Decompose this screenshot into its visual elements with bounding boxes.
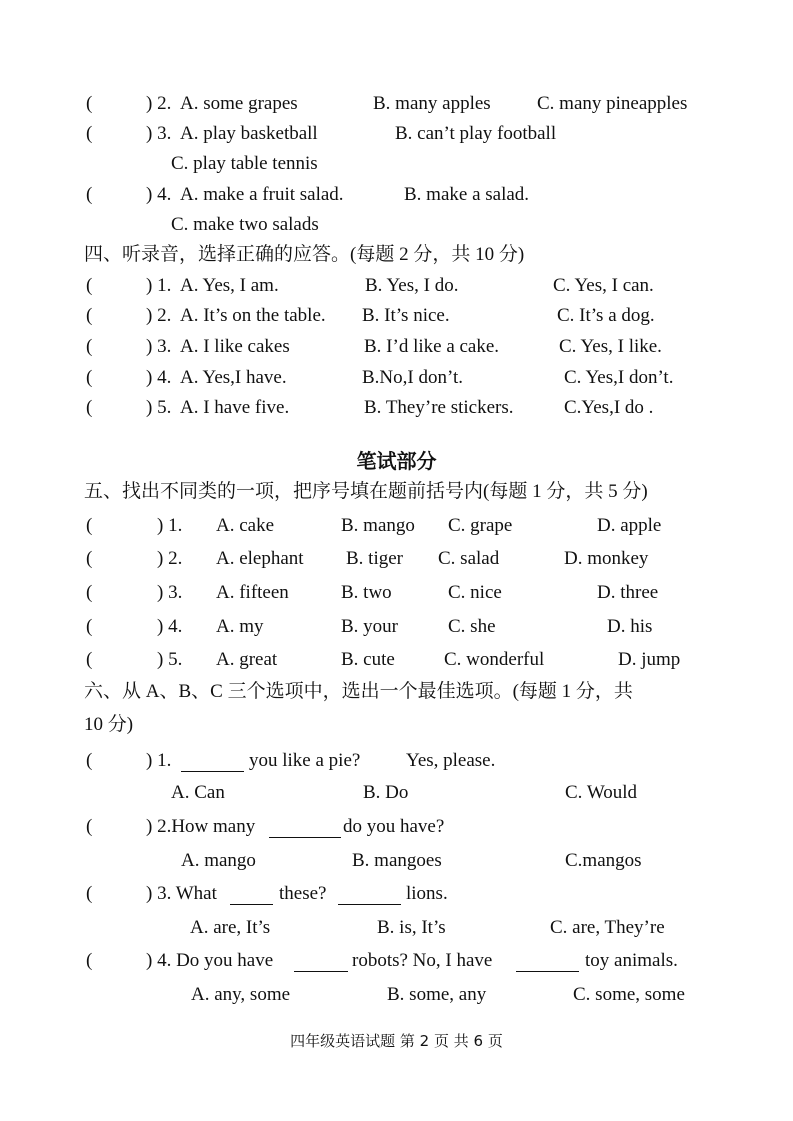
question-row bbox=[0, 89, 793, 119]
question-number: ) 3. What bbox=[146, 883, 217, 904]
question-number: ) 1. bbox=[146, 750, 172, 771]
question-row bbox=[0, 879, 793, 909]
question-row-continued bbox=[0, 149, 793, 179]
option-a: A. Yes,I have. bbox=[180, 367, 287, 388]
option-a: A. great bbox=[216, 649, 278, 670]
written-section-title: 笔试部分 bbox=[356, 449, 437, 473]
answer-paren: ( bbox=[86, 883, 93, 904]
question-row bbox=[0, 301, 793, 331]
option-a: A. some grapes bbox=[180, 93, 298, 114]
option-c: C. many pineapples bbox=[537, 93, 688, 114]
answer-paren: ( bbox=[86, 305, 93, 326]
option-c: C. Yes, I like. bbox=[559, 336, 662, 357]
option-a: A. my bbox=[216, 616, 264, 637]
question-row bbox=[0, 511, 793, 541]
question-number: ) 4. bbox=[146, 367, 172, 388]
answer-paren: ( bbox=[86, 649, 93, 670]
answer-blank bbox=[294, 950, 348, 980]
question-row bbox=[0, 946, 793, 976]
section-heading: 五、找出不同类的一项，把序号填在题前括号内(每题 1 分，共 5 分) bbox=[84, 481, 648, 502]
question-row bbox=[0, 544, 793, 574]
option-b: B. Yes, I do. bbox=[365, 275, 459, 296]
answer-paren: ( bbox=[86, 93, 93, 114]
question-number: ) 4. bbox=[157, 616, 183, 637]
option-d: D. his bbox=[607, 616, 653, 637]
option-c: C. nice bbox=[448, 582, 502, 603]
option-b: B. Do bbox=[363, 782, 409, 803]
options-row bbox=[0, 980, 793, 1010]
option-c: C. It’s a dog. bbox=[557, 305, 655, 326]
option-a: A. Can bbox=[171, 782, 225, 803]
question-row bbox=[0, 393, 793, 423]
option-b: B. mango bbox=[341, 515, 415, 536]
option-c: C. Would bbox=[565, 782, 638, 803]
answer-blank bbox=[269, 816, 341, 846]
option-a: A. are, It’s bbox=[190, 917, 271, 938]
question-row bbox=[0, 363, 793, 393]
option-a: A. play basketball bbox=[180, 123, 318, 144]
option-a: A. fifteen bbox=[216, 582, 289, 603]
option-c: C. wonderful bbox=[444, 649, 545, 670]
option-c: C. are, They’re bbox=[550, 917, 665, 938]
option-a: A. cake bbox=[216, 515, 275, 536]
option-c: C.Yes,I do . bbox=[564, 397, 654, 418]
option-b: B. cute bbox=[341, 649, 395, 670]
answer-paren: ( bbox=[86, 275, 93, 296]
question-row bbox=[0, 746, 793, 776]
option-a: A. mango bbox=[181, 850, 256, 871]
answer-blank bbox=[230, 883, 273, 913]
question-number: ) 2. bbox=[157, 548, 183, 569]
answer-paren: ( bbox=[86, 184, 93, 205]
option-a: A. make a fruit salad. bbox=[180, 184, 344, 205]
answer-paren: ( bbox=[86, 397, 93, 418]
answer-blank bbox=[338, 883, 401, 913]
option-b: B. make a salad. bbox=[404, 184, 530, 205]
question-number: ) 3. bbox=[146, 336, 172, 357]
options-row bbox=[0, 846, 793, 876]
answer-paren: ( bbox=[86, 123, 93, 144]
response-text: Yes, please. bbox=[406, 750, 496, 771]
answer-paren: ( bbox=[86, 750, 93, 771]
question-number: ) 4. bbox=[146, 184, 172, 205]
answer-paren: ( bbox=[86, 950, 93, 971]
question-number: ) 2. bbox=[146, 305, 172, 326]
option-a: A. I like cakes bbox=[180, 336, 290, 357]
question-number: ) 5. bbox=[146, 397, 172, 418]
question-number: ) 4. Do you have bbox=[146, 950, 274, 971]
option-b: B.No,I don’t. bbox=[362, 367, 463, 388]
page-footer: 四年级英语试题 第 2 页 共 6 页 bbox=[290, 1032, 503, 1050]
options-row bbox=[0, 913, 793, 943]
option-b: B. some, any bbox=[387, 984, 487, 1005]
answer-paren: ( bbox=[86, 336, 93, 357]
question-row bbox=[0, 578, 793, 608]
option-b: B. It’s nice. bbox=[362, 305, 450, 326]
section-heading: 四、听录音，选择正确的应答。(每题 2 分，共 10 分) bbox=[84, 244, 525, 265]
option-c: C. Yes,I don’t. bbox=[564, 367, 674, 388]
option-c: C. she bbox=[448, 616, 496, 637]
option-c: C. some, some bbox=[573, 984, 685, 1005]
option-c: C. make two salads bbox=[171, 214, 319, 235]
question-text: robots? No, I have bbox=[352, 950, 493, 971]
option-a: A. Yes, I am. bbox=[180, 275, 279, 296]
option-c: C.mangos bbox=[565, 850, 642, 871]
option-b: B. is, It’s bbox=[377, 917, 446, 938]
answer-paren: ( bbox=[86, 582, 93, 603]
question-row bbox=[0, 812, 793, 842]
question-number: ) 1. bbox=[157, 515, 183, 536]
question-text-end: toy animals. bbox=[585, 950, 678, 971]
answer-paren: ( bbox=[86, 367, 93, 388]
option-b: B. two bbox=[341, 582, 392, 603]
question-row bbox=[0, 119, 793, 149]
section-heading: 六、从 A、B、C 三个选项中，选出一个最佳选项。(每题 1 分，共 bbox=[84, 681, 633, 702]
question-row bbox=[0, 271, 793, 301]
option-d: D. jump bbox=[618, 649, 681, 670]
option-a: A. elephant bbox=[216, 548, 304, 569]
answer-paren: ( bbox=[86, 515, 93, 536]
question-row bbox=[0, 180, 793, 210]
option-a: A. any, some bbox=[191, 984, 291, 1005]
option-a: A. I have five. bbox=[180, 397, 290, 418]
answer-paren: ( bbox=[86, 816, 93, 837]
option-b: B. your bbox=[341, 616, 398, 637]
question-number: ) 3. bbox=[146, 123, 172, 144]
option-b: B. I’d like a cake. bbox=[364, 336, 500, 357]
question-row-continued bbox=[0, 210, 793, 240]
answer-blank bbox=[516, 950, 579, 980]
question-row bbox=[0, 612, 793, 642]
option-b: B. many apples bbox=[373, 93, 491, 114]
answer-blank bbox=[181, 750, 244, 780]
question-number: ) 2.How many bbox=[146, 816, 256, 837]
question-number: ) 3. bbox=[157, 582, 183, 603]
question-number: ) 1. bbox=[146, 275, 172, 296]
option-c: C. Yes, I can. bbox=[553, 275, 654, 296]
question-text: do you have? bbox=[343, 816, 445, 837]
option-b: B. can’t play football bbox=[395, 123, 557, 144]
section-heading-continued: 10 分) bbox=[84, 714, 134, 735]
option-d: D. monkey bbox=[564, 548, 649, 569]
question-text: these? bbox=[279, 883, 327, 904]
option-c: C. grape bbox=[448, 515, 513, 536]
question-row bbox=[0, 332, 793, 362]
answer-paren: ( bbox=[86, 548, 93, 569]
option-b: B. mangoes bbox=[352, 850, 442, 871]
option-b: B. tiger bbox=[346, 548, 403, 569]
question-number: ) 2. bbox=[146, 93, 172, 114]
question-number: ) 5. bbox=[157, 649, 183, 670]
option-c: C. play table tennis bbox=[171, 153, 318, 174]
option-a: A. It’s on the table. bbox=[180, 305, 326, 326]
question-text: you like a pie? bbox=[249, 750, 361, 771]
option-c: C. salad bbox=[438, 548, 500, 569]
option-d: D. three bbox=[597, 582, 659, 603]
option-b: B. They’re stickers. bbox=[364, 397, 514, 418]
options-row bbox=[0, 778, 793, 808]
question-row bbox=[0, 645, 793, 675]
option-d: D. apple bbox=[597, 515, 662, 536]
answer-paren: ( bbox=[86, 616, 93, 637]
question-text-end: lions. bbox=[406, 883, 448, 904]
